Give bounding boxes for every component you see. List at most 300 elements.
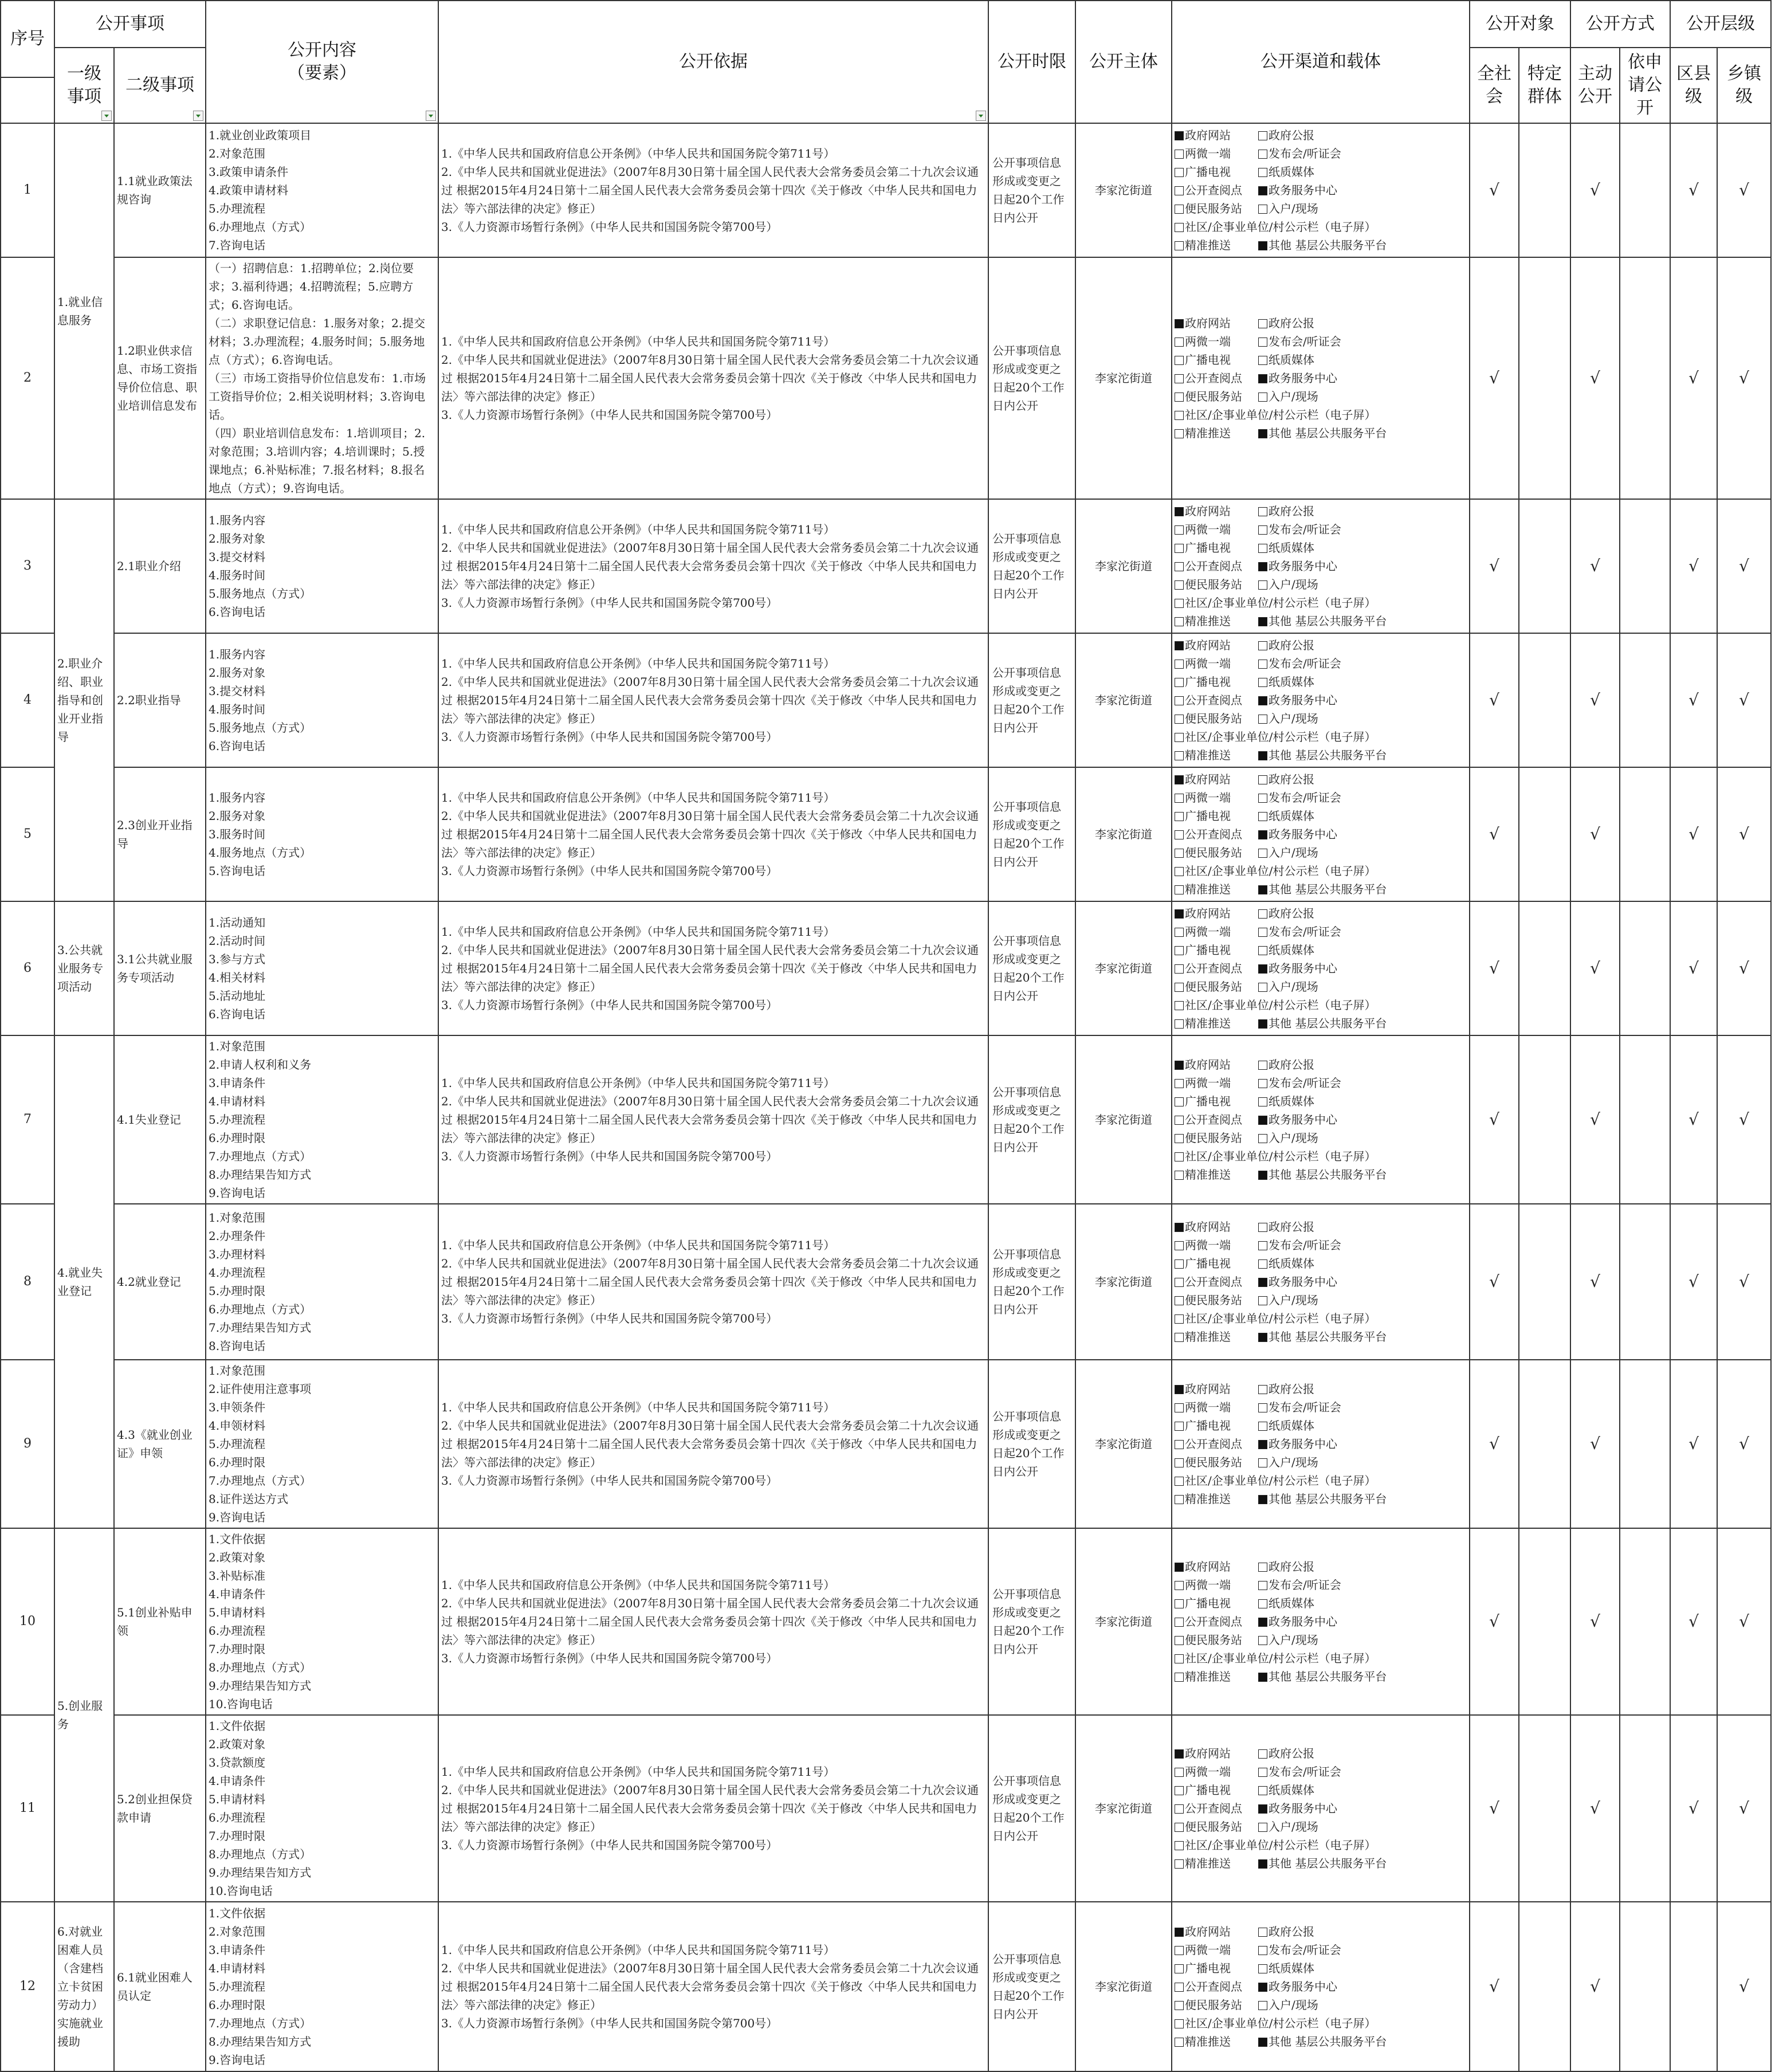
content-item: （一）招聘信息：1.招聘单位；2.岗位要求；3.福利待遇；4.招聘流程；5.应聘方式；6.咨询电话。: [209, 261, 414, 312]
content-item: 6.办理时限: [209, 1998, 266, 2012]
checkbox-unchecked: [1258, 1563, 1267, 1572]
filter-dropdown-basis[interactable]: [976, 111, 986, 121]
cell-channel: [1172, 767, 1470, 901]
checkbox-unchecked: [1258, 1786, 1267, 1795]
checkbox-unchecked: [1175, 356, 1184, 365]
channel-row: [1175, 1291, 1467, 1309]
content-item: 6.咨询电话: [209, 739, 266, 753]
channel-option: [1175, 1959, 1258, 1977]
channel-option: [1175, 1818, 1258, 1836]
checkbox-unchecked: [1175, 2019, 1184, 2028]
cell-subject: 李家沱街道: [1075, 1204, 1172, 1360]
basis-item: 3.《人力资源市场暂行条例》（中华人民共和国国务院令第700号）: [441, 1651, 778, 1665]
channel-row: [1175, 1328, 1467, 1346]
channel-option: [1175, 1612, 1258, 1631]
checkbox-unchecked: [1175, 1654, 1184, 1663]
check-town: √: [1717, 1035, 1771, 1204]
checkbox-unchecked: [1175, 338, 1184, 347]
channel-option: [1175, 1398, 1258, 1416]
cell-level2: 2.3创业开业指导: [114, 767, 206, 901]
check-apply: [1620, 257, 1670, 499]
channel-row: [1175, 612, 1467, 630]
checkbox-unchecked: [1175, 1001, 1184, 1010]
basis-item: 1.《中华人民共和国政府信息公开条例》（中华人民共和国国务院令第711号）: [441, 1943, 835, 1957]
basis-item: 1.《中华人民共和国政府信息公开条例》（中华人民共和国国务院令第711号）: [441, 791, 835, 805]
checkbox-unchecked: [1258, 507, 1267, 516]
checkbox-checked: [1175, 641, 1184, 650]
cell-basis: [438, 1528, 988, 1715]
basis-item: 1.《中华人民共和国政府信息公开条例》（中华人民共和国国务院令第711号）: [441, 1238, 835, 1252]
check-all: √: [1470, 1204, 1519, 1360]
check-county: √: [1670, 767, 1717, 901]
channel-option: [1258, 1380, 1314, 1398]
channel-option-label: 政务服务中心: [1269, 183, 1337, 197]
channel-option: [1175, 709, 1258, 728]
table-row: [1, 1902, 1771, 2071]
checkbox-unchecked: [1175, 1618, 1184, 1627]
check-county: √: [1670, 1715, 1717, 1902]
checkbox-unchecked: [1258, 715, 1267, 724]
cell-seq: 5: [1, 767, 54, 901]
channel-option-label: 政府公报: [1269, 1220, 1314, 1234]
channel-option-label: 其他 基层公共服务平台: [1269, 1330, 1387, 1344]
channel-option: [1258, 369, 1337, 387]
content-item: （二）求职登记信息：1.服务对象；2.提交材料；3.办理流程；4.服务时间；5.服务地点（方式）；6.咨询电话。: [209, 316, 426, 367]
check-apply: [1620, 633, 1670, 767]
checkbox-unchecked: [1258, 1823, 1267, 1832]
channel-row: [1175, 728, 1467, 746]
cell-channel: [1172, 901, 1470, 1035]
channel-option-label: 入户/现场: [1269, 1293, 1318, 1307]
channel-option-label: 社区/企事业单位/村公示栏（电子屏）: [1185, 864, 1376, 878]
checkbox-unchecked: [1258, 775, 1267, 784]
channel-option: [1175, 1328, 1258, 1346]
channel-option-label: 政务服务中心: [1269, 371, 1337, 385]
channel-option-label: 纸质媒体: [1269, 1419, 1314, 1433]
checkbox-checked: [1258, 617, 1267, 626]
channel-option: [1258, 1941, 1341, 1959]
basis-item: 2.《中华人民共和国就业促进法》（2007年8月30日第十届全国人民代表大会常务委员会第二十九次会议通过 根据2015年4月24日第十二届全国人民代表大会常务委员会第十四次《关于修改〈中华人民共和国电力法〉等六部法律的决定》修正）: [441, 1596, 979, 1647]
content-item: 8.证件送达方式: [209, 1492, 289, 1506]
channel-option-label: 发布会/听证会: [1269, 335, 1341, 348]
basis-item: 1.《中华人民共和国政府信息公开条例》（中华人民共和国国务院令第711号）: [441, 925, 835, 939]
channel-option-label: 两微一端: [1185, 1076, 1231, 1090]
checkbox-unchecked: [1258, 338, 1267, 347]
checkbox-checked: [1258, 429, 1267, 438]
checkbox-unchecked: [1175, 1599, 1184, 1608]
channel-option: [1258, 1055, 1314, 1074]
content-item: 7.办理地点（方式）: [209, 2016, 312, 2030]
channel-option-label: 广播电视: [1185, 541, 1231, 555]
channel-row: [1175, 1166, 1467, 1184]
cell-time: 公开事项信息形成或变更之日起20个工作日内公开: [988, 901, 1075, 1035]
checkbox-unchecked: [1175, 867, 1184, 876]
channel-option: [1175, 843, 1258, 862]
channel-row: [1175, 1471, 1467, 1490]
channel-option-label: 便民服务站: [1185, 846, 1242, 860]
checkbox-unchecked: [1258, 678, 1267, 687]
cell-content: [206, 499, 438, 633]
channel-option-label: 纸质媒体: [1269, 1257, 1314, 1270]
channel-option-label: 其他 基层公共服务平台: [1269, 748, 1387, 762]
basis-item: 3.《人力资源市场暂行条例》（中华人民共和国国务院令第700号）: [441, 220, 778, 234]
channel-option: [1175, 163, 1258, 181]
content-item: 8.办理结果告知方式: [209, 1168, 312, 1182]
cell-content: [206, 1902, 438, 2071]
checkbox-unchecked: [1175, 1134, 1184, 1143]
filter-dropdown-level1[interactable]: [101, 111, 112, 121]
checkbox-unchecked: [1175, 928, 1184, 937]
channel-option-label: 两微一端: [1185, 1765, 1231, 1779]
channel-option-label: 政府网站: [1185, 1747, 1231, 1760]
content-item: 2.服务对象: [209, 809, 266, 823]
channel-row: [1175, 636, 1467, 654]
basis-item: 2.《中华人民共和国就业促进法》（2007年8月30日第十届全国人民代表大会常务委员会第二十九次会议通过 根据2015年4月24日第十二届全国人民代表大会常务委员会第十四次《关于修改〈中华人民共和国电力法〉等六部法律的决定》修正）: [441, 353, 979, 403]
check-active: √: [1570, 1035, 1620, 1204]
check-apply: [1620, 1035, 1670, 1204]
cell-seq: 1: [1, 123, 54, 257]
checkbox-checked: [1258, 1983, 1267, 1992]
check-apply: [1620, 1715, 1670, 1902]
header-level: 公开层级: [1670, 1, 1771, 48]
channel-option-label: 便民服务站: [1185, 202, 1242, 215]
channel-row: [1175, 978, 1467, 996]
channel-option-label: 其他 基层公共服务平台: [1269, 2035, 1387, 2049]
channel-option: [1175, 1799, 1258, 1818]
checkbox-unchecked: [1258, 1458, 1267, 1467]
channel-option: [1258, 520, 1341, 539]
channel-option: [1258, 351, 1314, 369]
table-row: [1, 1360, 1771, 1528]
header-method-apply-label: 依申请公开: [1628, 52, 1662, 118]
channel-row: [1175, 1922, 1467, 1941]
cell-seq: 7: [1, 1035, 54, 1204]
cell-time: 公开事项信息形成或变更之日起20个工作日内公开: [988, 767, 1075, 901]
checkbox-unchecked: [1258, 1749, 1267, 1759]
content-item: 2.活动时间: [209, 934, 266, 948]
header-level1: [54, 48, 114, 123]
cell-time: 公开事项信息形成或变更之日起20个工作日内公开: [988, 633, 1075, 767]
check-county: √: [1670, 123, 1717, 257]
channel-option-label: 公开查阅点: [1185, 962, 1242, 975]
channel-row: [1175, 1398, 1467, 1416]
header-subject: 公开主体: [1075, 1, 1172, 123]
checkbox-unchecked: [1175, 1116, 1184, 1125]
cell-subject: 李家沱街道: [1075, 257, 1172, 499]
channel-option: [1258, 904, 1314, 923]
checkbox-unchecked: [1175, 1422, 1184, 1431]
channel-row: [1175, 1218, 1467, 1236]
cell-channel: [1172, 633, 1470, 767]
checkbox-unchecked: [1258, 812, 1267, 821]
channel-option: [1258, 1435, 1337, 1453]
checkbox-checked: [1175, 1563, 1184, 1572]
checkbox-unchecked: [1175, 186, 1184, 195]
channel-option-label: 公开查阅点: [1185, 183, 1242, 197]
checkbox-unchecked: [1175, 1804, 1184, 1814]
channel-row: [1175, 406, 1467, 424]
checkbox-unchecked: [1175, 562, 1184, 571]
channel-row: [1175, 923, 1467, 941]
channel-option: [1258, 1074, 1341, 1092]
checkbox-unchecked: [1175, 1019, 1184, 1029]
channel-option-label: 政府网站: [1185, 1382, 1231, 1396]
checkbox-unchecked: [1175, 849, 1184, 858]
channel-option-label: 政务服务中心: [1269, 827, 1337, 841]
basis-item: 2.《中华人民共和国就业促进法》（2007年8月30日第十届全国人民代表大会常务委员会第二十九次会议通过 根据2015年4月24日第十二届全国人民代表大会常务委员会第十四次《关于修改〈中华人民共和国电力法〉等六部法律的决定》修正）: [441, 1257, 979, 1307]
content-item: 7.办理时限: [209, 1642, 266, 1656]
channel-option-label: 社区/企事业单位/村公示栏（电子屏）: [1185, 1651, 1376, 1665]
channel-option-label: 两微一端: [1185, 1578, 1231, 1592]
channel-option-label: 政府网站: [1185, 1925, 1231, 1938]
checkbox-unchecked: [1258, 525, 1267, 535]
channel-option: [1175, 1649, 1376, 1667]
header-matters: 公开事项: [54, 1, 206, 48]
channel-row: [1175, 163, 1467, 181]
channel-option: [1175, 978, 1258, 996]
channel-option: [1258, 1576, 1341, 1594]
check-specific: [1519, 499, 1570, 633]
cell-level2: 4.2就业登记: [114, 1204, 206, 1360]
check-specific: [1519, 123, 1570, 257]
content-item: （三）市场工资指导价位信息发布：1.市场工资指导价位；2.相关说明材料；3.咨询电话。: [209, 371, 426, 422]
channel-option-label: 便民服务站: [1185, 390, 1242, 403]
channel-option: [1258, 1818, 1318, 1836]
checkbox-unchecked: [1258, 1928, 1267, 1937]
cell-basis: [438, 1035, 988, 1204]
channel-option-label: 政府网站: [1185, 1560, 1231, 1573]
channel-option: [1258, 1744, 1314, 1763]
channel-option: [1175, 691, 1258, 709]
channel-option-label: 政府网站: [1185, 772, 1231, 786]
filter-dropdown-content[interactable]: [426, 111, 436, 121]
cell-channel: [1172, 1360, 1470, 1528]
cell-content: [206, 257, 438, 499]
channel-option-label: 其他 基层公共服务平台: [1269, 1857, 1387, 1870]
channel-option-label: 纸质媒体: [1269, 809, 1314, 823]
checkbox-unchecked: [1175, 733, 1184, 742]
channel-option: [1258, 1612, 1337, 1631]
channel-option: [1175, 959, 1258, 978]
channel-option-label: 精准推送: [1185, 1857, 1231, 1870]
checkbox-checked: [1258, 1278, 1267, 1287]
channel-option-label: 两微一端: [1185, 657, 1231, 670]
checkbox-unchecked: [1258, 1581, 1267, 1590]
basis-item: 2.《中华人民共和国就业促进法》（2007年8月30日第十届全国人民代表大会常务委员会第二十九次会议通过 根据2015年4月24日第十二届全国人民代表大会常务委员会第十四次《关于修改〈中华人民共和国电力法〉等六部法律的决定》修正）: [441, 809, 979, 860]
checkbox-unchecked: [1258, 1061, 1267, 1070]
content-item: 6.办理地点（方式）: [209, 1302, 312, 1316]
checkbox-unchecked: [1258, 1768, 1267, 1777]
checkbox-unchecked: [1175, 1333, 1184, 1342]
content-item: 6.办理时限: [209, 1455, 266, 1469]
channel-option: [1175, 575, 1258, 594]
channel-option-label: 两微一端: [1185, 1400, 1231, 1414]
channel-option: [1175, 1236, 1258, 1254]
channel-row: [1175, 2032, 1467, 2051]
channel-option-label: 政务服务中心: [1269, 1980, 1337, 1993]
channel-option-label: 其他 基层公共服务平台: [1269, 426, 1387, 440]
filter-dropdown-level2[interactable]: [193, 111, 203, 121]
cell-basis: [438, 901, 988, 1035]
cell-subject: 李家沱街道: [1075, 1035, 1172, 1204]
cell-content: [206, 123, 438, 257]
checkbox-checked: [1258, 1333, 1267, 1342]
table-row: [1, 257, 1771, 499]
channel-row: [1175, 996, 1467, 1014]
channel-option: [1258, 1594, 1314, 1612]
channel-option: [1175, 218, 1376, 236]
channel-option: [1175, 1490, 1258, 1508]
checkbox-unchecked: [1258, 205, 1267, 214]
header-method: 公开方式: [1570, 1, 1670, 48]
channel-option: [1175, 673, 1258, 691]
cell-seq: 10: [1, 1528, 54, 1715]
cell-level1: 4.就业失业登记: [54, 1035, 114, 1528]
content-item: 9.咨询电话: [209, 2053, 266, 2067]
channel-option: [1258, 1453, 1318, 1471]
checkbox-unchecked: [1258, 150, 1267, 159]
checkbox-unchecked: [1258, 2001, 1267, 2010]
channel-option-label: 入户/现场: [1269, 1455, 1318, 1469]
content-item: 4.相关材料: [209, 971, 266, 984]
channel-option-label: 广播电视: [1185, 943, 1231, 957]
content-item: 4.服务地点（方式）: [209, 846, 312, 860]
channel-row: [1175, 502, 1467, 520]
checkbox-unchecked: [1175, 678, 1184, 687]
cell-content: [206, 1360, 438, 1528]
channel-option: [1258, 880, 1387, 898]
content-item: 4.办理流程: [209, 1266, 266, 1280]
cell-time: 公开事项信息形成或变更之日起20个工作日内公开: [988, 1360, 1075, 1528]
channel-option-label: 政务服务中心: [1269, 1275, 1337, 1289]
check-all: √: [1470, 633, 1519, 767]
checkbox-unchecked: [1175, 1079, 1184, 1088]
content-item: 1.对象范围: [209, 1211, 266, 1225]
channel-option: [1175, 654, 1258, 673]
check-county: √: [1670, 901, 1717, 1035]
checkbox-unchecked: [1258, 641, 1267, 650]
table-row: [1, 1528, 1771, 1715]
check-town: √: [1717, 901, 1771, 1035]
channel-option: [1258, 1291, 1318, 1309]
channel-row: [1175, 126, 1467, 144]
channel-option: [1175, 1014, 1258, 1033]
cell-subject: 李家沱街道: [1075, 633, 1172, 767]
channel-option-label: 纸质媒体: [1269, 1094, 1314, 1108]
channel-option: [1258, 199, 1318, 218]
check-active: √: [1570, 633, 1620, 767]
channel-option-label: 公开查阅点: [1185, 1615, 1242, 1628]
channel-option-label: 政府公报: [1269, 1382, 1314, 1396]
channel-option: [1175, 1380, 1258, 1398]
header-level1-label: 一级事项: [67, 64, 101, 107]
channel-option-label: 纸质媒体: [1269, 353, 1314, 367]
cell-seq: 8: [1, 1204, 54, 1360]
content-item: 8.咨询电话: [209, 1339, 266, 1353]
checkbox-unchecked: [1258, 909, 1267, 919]
channel-option: [1258, 1236, 1341, 1254]
cell-seq: 4: [1, 633, 54, 767]
cell-subject: 李家沱街道: [1075, 901, 1172, 1035]
channel-option: [1175, 1594, 1258, 1612]
channel-option-label: 政府公报: [1269, 1747, 1314, 1760]
cell-basis: [438, 1715, 988, 1902]
channel-option-label: 发布会/听证会: [1269, 1076, 1341, 1090]
checkbox-unchecked: [1258, 1079, 1267, 1088]
checkbox-unchecked: [1175, 617, 1184, 626]
checkbox-unchecked: [1258, 1636, 1267, 1645]
channel-option: [1175, 144, 1258, 163]
channel-option-label: 政府公报: [1269, 504, 1314, 518]
channel-row: [1175, 1147, 1467, 1166]
channel-option-label: 两微一端: [1185, 335, 1231, 348]
checkbox-unchecked: [1175, 885, 1184, 894]
check-active: √: [1570, 1715, 1620, 1902]
cell-basis: [438, 767, 988, 901]
header-target: 公开对象: [1470, 1, 1570, 48]
channel-row: [1175, 557, 1467, 575]
channel-row: [1175, 941, 1467, 959]
header-level-county-label: 区县级: [1676, 64, 1711, 107]
channel-option-label: 政府公报: [1269, 1560, 1314, 1573]
check-apply: [1620, 767, 1670, 901]
cell-level1: 5.创业服务: [54, 1528, 114, 1902]
content-item: 7.办理时限: [209, 1829, 266, 1843]
channel-row: [1175, 1110, 1467, 1129]
channel-option-label: 两微一端: [1185, 1238, 1231, 1252]
channel-option-label: 发布会/听证会: [1269, 791, 1341, 805]
checkbox-unchecked: [1175, 1241, 1184, 1250]
checkbox-unchecked: [1175, 1581, 1184, 1590]
channel-option-label: 广播电视: [1185, 809, 1231, 823]
cell-level1: 1.就业信息服务: [54, 123, 114, 499]
channel-option: [1175, 1471, 1376, 1490]
check-specific: [1519, 1204, 1570, 1360]
cell-time: 公开事项信息形成或变更之日起20个工作日内公开: [988, 1204, 1075, 1360]
content-item: 3.申请条件: [209, 1943, 266, 1957]
channel-option-label: 入户/现场: [1269, 846, 1318, 860]
channel-row: [1175, 332, 1467, 351]
channel-option: [1175, 1763, 1258, 1781]
channel-option-label: 精准推送: [1185, 1168, 1231, 1182]
cell-basis: [438, 257, 988, 499]
check-active: √: [1570, 123, 1620, 257]
content-item: 3.申请条件: [209, 1076, 266, 1090]
check-apply: [1620, 499, 1670, 633]
checkbox-checked: [1258, 1495, 1267, 1504]
channel-option: [1258, 1763, 1341, 1781]
checkbox-unchecked: [1175, 1636, 1184, 1645]
check-town: √: [1717, 1715, 1771, 1902]
channel-row: [1175, 236, 1467, 254]
content-item: 2.服务对象: [209, 532, 266, 546]
checkbox-unchecked: [1175, 580, 1184, 590]
header-level2-label: 二级事项: [125, 75, 194, 95]
channel-option: [1258, 314, 1314, 332]
check-all: √: [1470, 499, 1519, 633]
channel-option: [1258, 923, 1341, 941]
channel-option: [1175, 1166, 1258, 1184]
channel-option-label: 两微一端: [1185, 523, 1231, 536]
cell-time: 公开事项信息形成或变更之日起20个工作日内公开: [988, 1528, 1075, 1715]
channel-option-label: 政府网站: [1185, 504, 1231, 518]
channel-option: [1175, 1631, 1258, 1649]
checkbox-unchecked: [1175, 983, 1184, 992]
channel-option: [1175, 1074, 1258, 1092]
cell-channel: [1172, 1902, 1470, 2071]
header-method-active: [1570, 48, 1620, 123]
check-all: √: [1470, 1360, 1519, 1528]
